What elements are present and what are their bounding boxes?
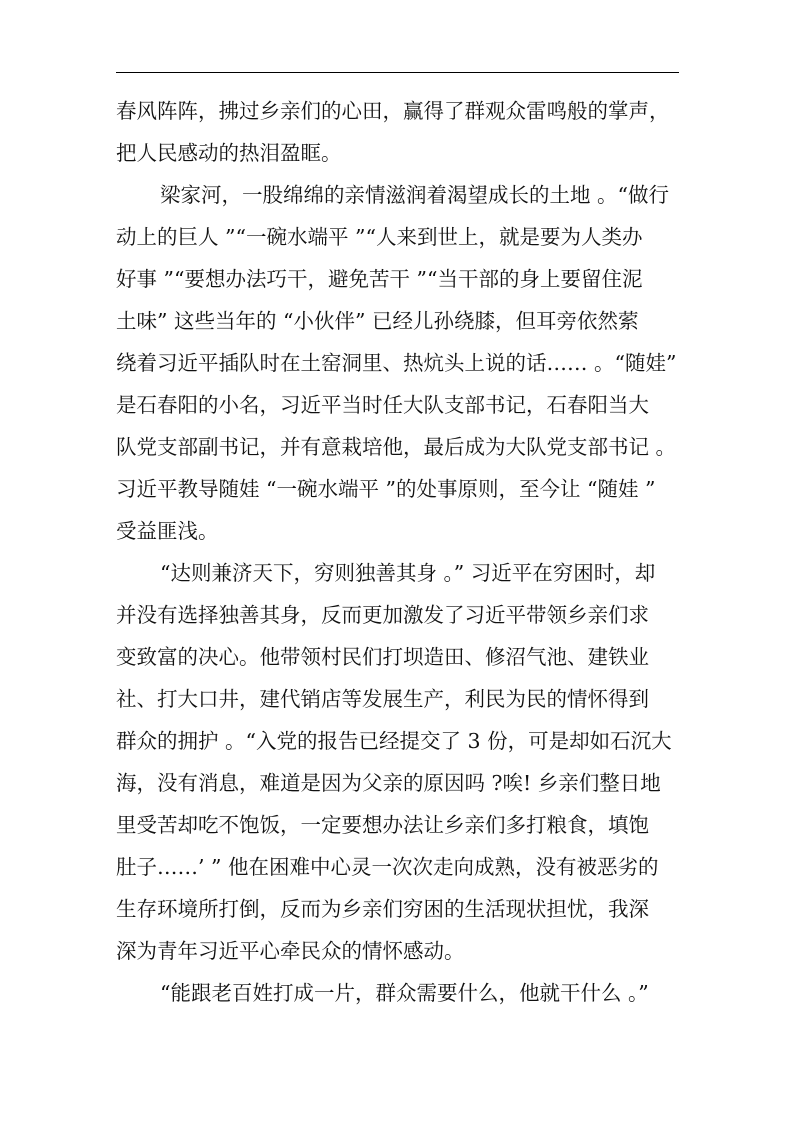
text-line: 队党支部副书记，并有意栽培他，最后成为大队党支部书记 。 bbox=[116, 435, 677, 459]
text-line: 里受苦却吃不饱饭，一定要想办法让乡亲们多打粮食，填饱 bbox=[116, 813, 649, 837]
text-line: 群众的拥护 。“入党的报告已经提交了 3 份，可是却如石沉大 bbox=[116, 729, 672, 753]
text-line: 春风阵阵，拂过乡亲们的心田，赢得了群观众雷鸣般的掌声， bbox=[116, 99, 670, 123]
text-line: “能跟老百姓打成一片，群众需要什么，他就干什么 。” bbox=[160, 981, 649, 1005]
text-line: 把人民感动的热泪盈眶。 bbox=[116, 141, 342, 165]
text-line: 并没有选择独善其身，反而更加激发了习近平带领乡亲们求 bbox=[116, 603, 649, 627]
text-line: 动上的巨人 ”“一碗水端平 ”“人来到世上，就是要为人类办 bbox=[116, 225, 643, 249]
text-line: 习近平教导随娃 “一碗水端平 ”的处事原则，至今让 “随娃 ” bbox=[116, 477, 656, 501]
text-line: 社、打大口井，建代销店等发展生产，利民为民的情怀得到 bbox=[116, 687, 649, 711]
text-line: 绕着习近平插队时在土窑洞里、热炕头上说的话…… 。“随娃” bbox=[116, 351, 677, 375]
text-line: “达则兼济天下，穷则独善其身 。” 习近平在穷困时，却 bbox=[160, 561, 656, 585]
text-line: 深为青年习近平心牵民众的情怀感动。 bbox=[116, 939, 465, 963]
text-line: 海，没有消息，难道是因为父亲的原因吗 ?唉! 乡亲们整日地 bbox=[116, 771, 661, 795]
text-line: 受益匪浅。 bbox=[116, 519, 219, 543]
text-line: 是石春阳的小名，习近平当时任大队支部书记，石春阳当大 bbox=[116, 393, 649, 417]
text-line: 生存环境所打倒，反而为乡亲们穷困的生活现状担忧，我深 bbox=[116, 897, 649, 921]
header-rule bbox=[116, 72, 679, 73]
text-line: 土味” 这些当年的 “小伙伴” 已经儿孙绕膝，但耳旁依然萦 bbox=[116, 309, 639, 333]
body-text bbox=[116, 90, 682, 1014]
text-line: 变致富的决心。他带领村民们打坝造田、修沼气池、建铁业 bbox=[116, 645, 649, 669]
text-line: 梁家河，一股绵绵的亲情滋润着渴望成长的土地 。“做行 bbox=[160, 183, 669, 207]
text-line: 好事 ”“要想办法巧干，避免苦干 ”“当干部的身上要留住泥 bbox=[116, 267, 643, 291]
text-line: 肚子……’ ” 他在困难中心灵一次次走向成熟，没有被恶劣的 bbox=[116, 855, 659, 879]
